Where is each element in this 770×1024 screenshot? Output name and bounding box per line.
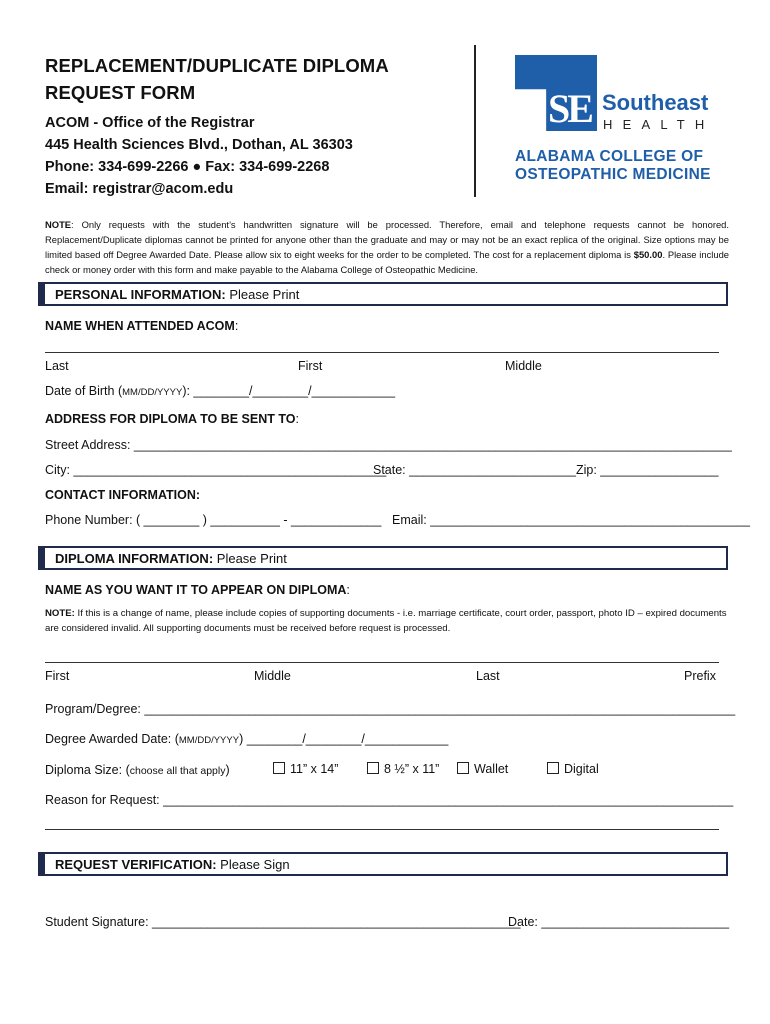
header-divider (474, 45, 476, 197)
checkbox-icon[interactable] (457, 762, 469, 774)
note-label: NOTE (45, 219, 72, 230)
acom-line-1: ALABAMA COLLEGE OF (515, 148, 704, 165)
office-name: ACOM - Office of the Registrar (45, 115, 255, 131)
contact-heading: CONTACT INFORMATION: (45, 488, 201, 502)
name-attended-field[interactable] (45, 352, 719, 353)
address-heading (45, 411, 299, 427)
diploma-name-heading-text: NAME AS YOU WANT IT TO APPEAR ON DIPLOMA (45, 583, 347, 597)
logo-monogram: SE (548, 86, 591, 131)
address-heading-text: ADDRESS FOR DIPLOMA TO BE SENT TO (45, 412, 296, 426)
note-text: : Only requests with the student’s handwritten signature will be processed. Therefore, email and telephone requests cannot be honored. Replacement/Duplicate diplomas cannot be printed for anyone other than the graduate and may or may not be an exact replica of the original. Size options may be limited based off Degree Awarded Date. Please allow six to eight weeks for the order to be completed. The cost for a replacement diploma is (45, 219, 729, 260)
title-line-2: REQUEST FORM (45, 82, 196, 103)
name-attended-heading-text: NAME WHEN ATTENDED ACOM (45, 319, 235, 333)
diploma-label-last: Last (476, 669, 500, 683)
state-field[interactable]: State: ________________________ (373, 463, 576, 477)
size-option-wallet[interactable] (457, 761, 508, 777)
dob-label: Date of Birth ( (45, 384, 123, 398)
verification-section-title: REQUEST VERIFICATION: (55, 857, 217, 872)
name-attended-colon: : (234, 319, 239, 333)
label-middle: Middle (505, 359, 542, 373)
office-email: Email: registrar@acom.edu (45, 181, 234, 197)
note-text-end: . Please include check or money order with this form and make payable to the Alabama College of Osteopathic Medicine. (45, 249, 729, 275)
size-option-11x14[interactable] (273, 761, 338, 777)
acom-logo-text (515, 148, 711, 184)
size-option-label: 8 ½” x 11” (384, 762, 440, 776)
personal-section-title: PERSONAL INFORMATION: (55, 287, 226, 302)
personal-section-sub: Please Print (229, 287, 300, 302)
note-cost: $50.00 (633, 249, 663, 260)
personal-info-section-header (38, 282, 728, 306)
checkbox-icon[interactable] (367, 762, 379, 774)
office-address: 445 Health Sciences Blvd., Dothan, AL 36303 (45, 137, 353, 153)
awarded-blank: ) ________/________/____________ (239, 732, 449, 746)
diploma-section-sub: Please Print (216, 551, 287, 566)
size-hint: choose all that apply (129, 765, 226, 777)
size-label-text: Diploma Size: ( (45, 763, 130, 777)
diploma-name-field[interactable] (45, 662, 719, 663)
street-address-field[interactable]: Street Address: ______________________________________________________________________________________ (45, 438, 732, 452)
dob-blank: ): ________/________/____________ (182, 384, 396, 398)
diploma-label-first: First (45, 669, 70, 683)
awarded-label: Degree Awarded Date: ( (45, 732, 179, 746)
acom-line-2: OSTEOPATHIC MEDICINE (515, 166, 711, 183)
name-attended-heading (45, 318, 238, 334)
size-option-label: 11” x 14” (290, 762, 339, 776)
dob-field[interactable] (45, 383, 395, 401)
verification-section-header (38, 852, 728, 876)
verification-section-sub: Please Sign (220, 857, 290, 872)
city-field[interactable]: City: _____________________________________________ (45, 463, 387, 477)
phone-number-field[interactable]: Phone Number: ( ________ ) __________ - _____________ (45, 513, 382, 527)
reason-continuation-line[interactable] (45, 829, 719, 830)
title-line-1: REPLACEMENT/DUPLICATE DIPLOMA (45, 55, 389, 76)
diploma-size-label (45, 762, 230, 779)
checkbox-icon[interactable] (273, 762, 285, 774)
address-heading-colon: : (295, 412, 299, 426)
label-last: Last (45, 359, 69, 373)
form-note (45, 217, 729, 277)
label-first: First (298, 359, 323, 373)
student-signature-field[interactable]: Student Signature: _____________________________________________________ (45, 915, 521, 929)
diploma-label-prefix: Prefix (684, 669, 716, 683)
signature-date-field[interactable]: Date: ___________________________ (508, 915, 730, 929)
diploma-note-text: If this is a change of name, please include copies of supporting documents - i.e. marriage certificate, court order, passport, photo ID – expired documents are considered invalid. All supporting documents must be received before request is processed. (45, 608, 727, 634)
dob-format: MM/DD/YYYY (122, 387, 183, 398)
email-field[interactable]: Email: ______________________________________________ (392, 513, 750, 527)
diploma-note-label: NOTE: (45, 608, 75, 619)
diploma-name-colon: : (346, 583, 350, 597)
zip-field[interactable]: Zip: _________________ (576, 463, 719, 477)
checkbox-icon[interactable] (547, 762, 559, 774)
diploma-note (45, 606, 729, 636)
office-phone-fax: Phone: 334-699-2266 ● Fax: 334-699-2268 (45, 159, 330, 175)
size-option-label: Wallet (474, 762, 509, 776)
logo-southeast-text: Southeast (602, 90, 709, 115)
awarded-format: MM/DD/YYYY (178, 735, 240, 746)
size-option-label: Digital (564, 762, 599, 776)
size-option-digital[interactable] (547, 761, 599, 777)
program-degree-field[interactable]: Program/Degree: _____________________________________________________________________________________ (45, 702, 736, 716)
diploma-label-middle: Middle (254, 669, 291, 683)
size-label-close: ) (225, 763, 230, 777)
logo-health-text: HEALTH (603, 117, 715, 132)
size-option-8-5x11[interactable] (367, 761, 439, 777)
diploma-section-title: DIPLOMA INFORMATION: (55, 551, 214, 566)
form-title (45, 52, 389, 106)
diploma-name-heading (45, 582, 350, 598)
diploma-info-section-header (38, 546, 728, 570)
reason-for-request-field[interactable]: Reason for Request: __________________________________________________________________________________ (45, 793, 734, 807)
degree-awarded-date-field[interactable] (45, 731, 448, 749)
